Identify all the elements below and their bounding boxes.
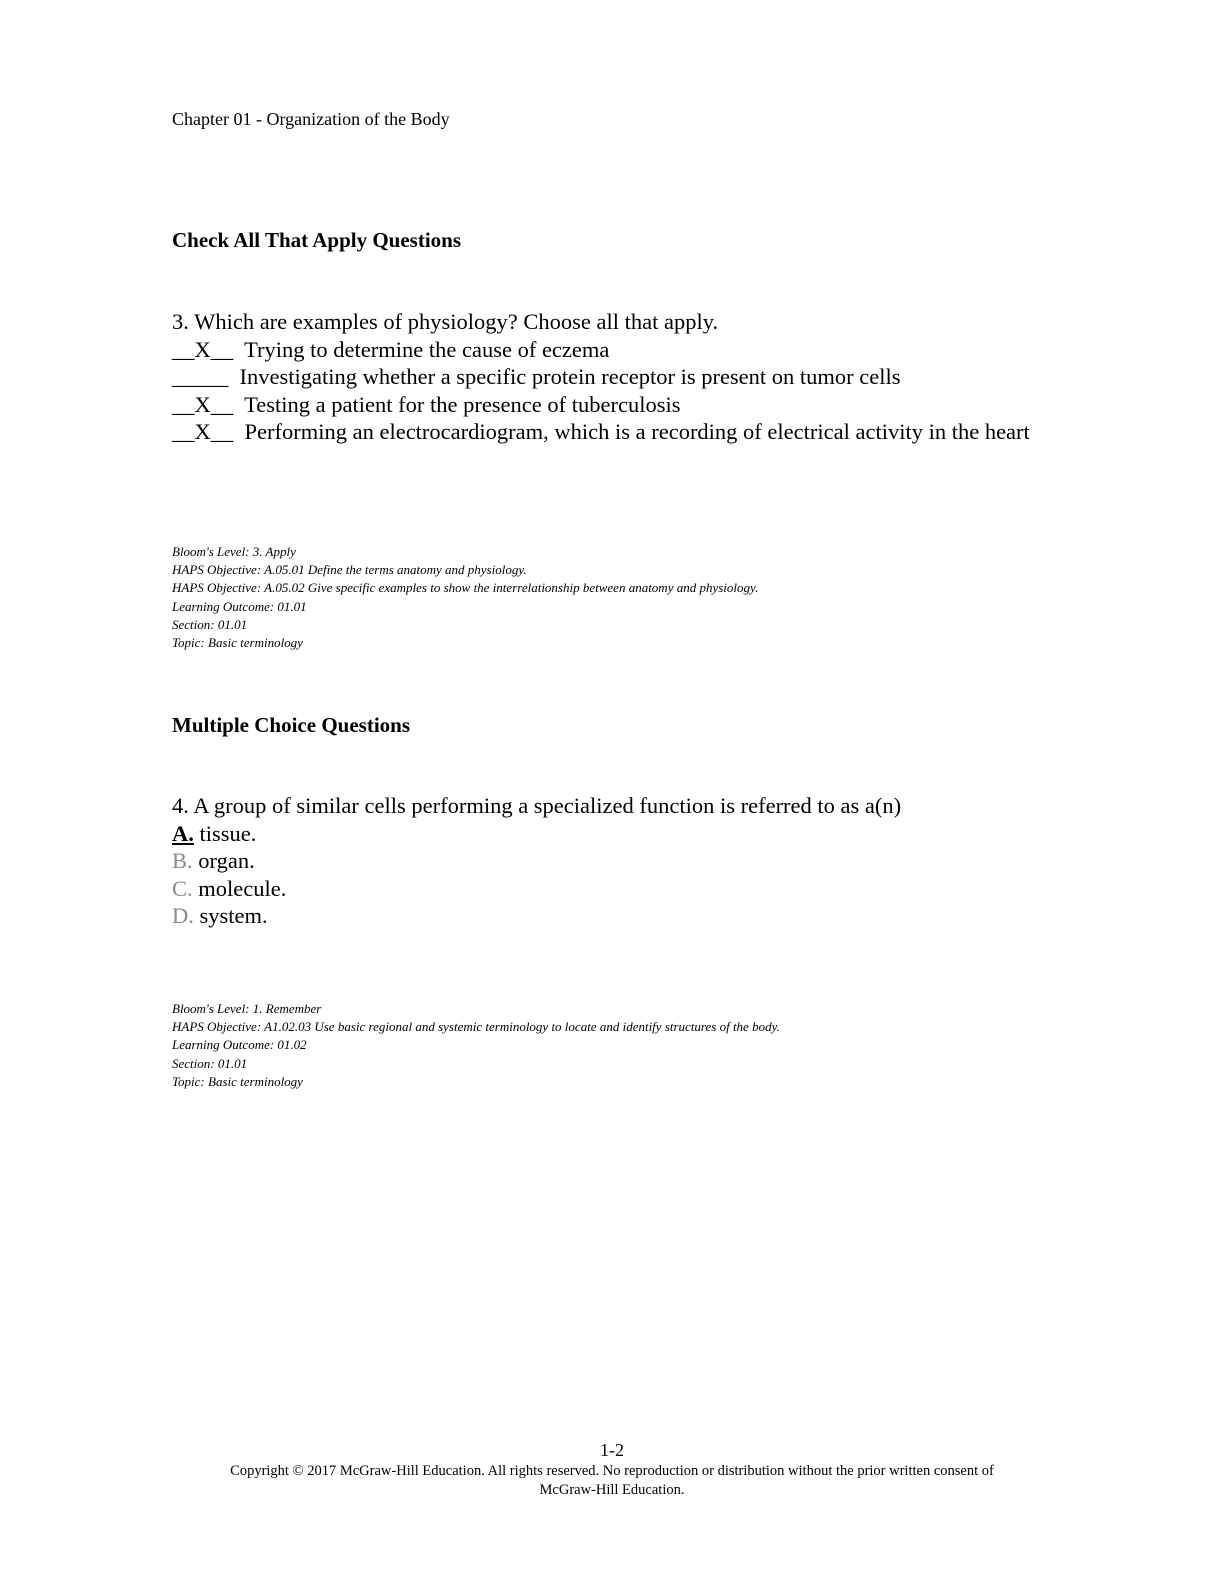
page-footer	[0, 1438, 1224, 1500]
answer-mark: __X__	[172, 419, 234, 444]
section-heading-check-all: Check All That Apply Questions	[172, 228, 462, 252]
answer-text: Investigating whether a specific protein receptor is present on tumor cells	[239, 364, 901, 389]
answer-option	[172, 418, 1042, 446]
choice-text: system.	[199, 903, 268, 928]
meta-haps-objective: HAPS Objective: A.05.01 Define the terms anatomy and physiology.	[172, 562, 527, 578]
choice-option-c	[172, 875, 1042, 903]
choice-letter: D.	[172, 903, 194, 928]
chapter-header: Chapter 01 - Organization of the Body	[172, 109, 450, 129]
question-4-metadata	[172, 1000, 780, 1091]
meta-section: Section: 01.01	[172, 616, 248, 632]
choice-option-d	[172, 902, 1042, 930]
page-number: 1-2	[600, 1440, 624, 1460]
choice-option-b	[172, 847, 1042, 875]
choice-text: organ.	[198, 848, 255, 873]
meta-topic: Topic: Basic terminology	[172, 1073, 303, 1089]
choice-text: molecule.	[198, 875, 287, 901]
answer-option	[172, 363, 1042, 391]
answer-text: Testing a patient for the presence of tuberculosis	[244, 391, 681, 417]
choice-option-a	[172, 820, 1042, 848]
answer-mark: __X__	[172, 391, 234, 417]
answer-text: Performing an electrocardiogram, which is a recording of electrical activity in the heart	[244, 419, 1030, 444]
meta-learning-outcome: Learning Outcome: 01.01	[172, 598, 307, 614]
meta-section: Section: 01.01	[172, 1055, 248, 1071]
answer-text: Trying to determine the cause of eczema	[244, 336, 610, 362]
question-4	[172, 792, 1042, 930]
copyright-line: Copyright © 2017 McGraw-Hill Education. All rights reserved. No reproduction or distribution without the prior written consent of	[230, 1463, 994, 1479]
choice-text: tissue.	[199, 820, 257, 846]
choice-letter: A.	[172, 820, 194, 846]
answer-mark: _____	[172, 364, 229, 389]
choice-letter: C.	[172, 875, 193, 901]
copyright-line: McGraw-Hill Education.	[539, 1482, 685, 1498]
choice-letter: B.	[172, 848, 193, 873]
meta-topic: Topic: Basic terminology	[172, 635, 303, 651]
meta-haps-objective: HAPS Objective: A.05.02 Give specific examples to show the interrelationship between anatomy and physiology.	[172, 580, 759, 596]
section-heading-multiple-choice: Multiple Choice Questions	[172, 713, 411, 737]
question-stem: 3. Which are examples of physiology? Choose all that apply.	[172, 309, 719, 334]
question-3	[172, 308, 1042, 446]
meta-blooms-level: Bloom's Level: 3. Apply	[172, 544, 296, 559]
question-stem: 4. A group of similar cells performing a specialized function is referred to as a(n)	[172, 793, 902, 818]
meta-blooms-level: Bloom's Level: 1. Remember	[172, 1001, 322, 1016]
answer-option	[172, 391, 1042, 419]
meta-learning-outcome: Learning Outcome: 01.02	[172, 1037, 307, 1053]
meta-haps-objective: HAPS Objective: A1.02.03 Use basic regional and systemic terminology to locate and identify structures of the body.	[172, 1019, 780, 1035]
answer-option	[172, 336, 1042, 364]
answer-mark: __X__	[172, 336, 234, 362]
question-3-metadata	[172, 543, 758, 652]
